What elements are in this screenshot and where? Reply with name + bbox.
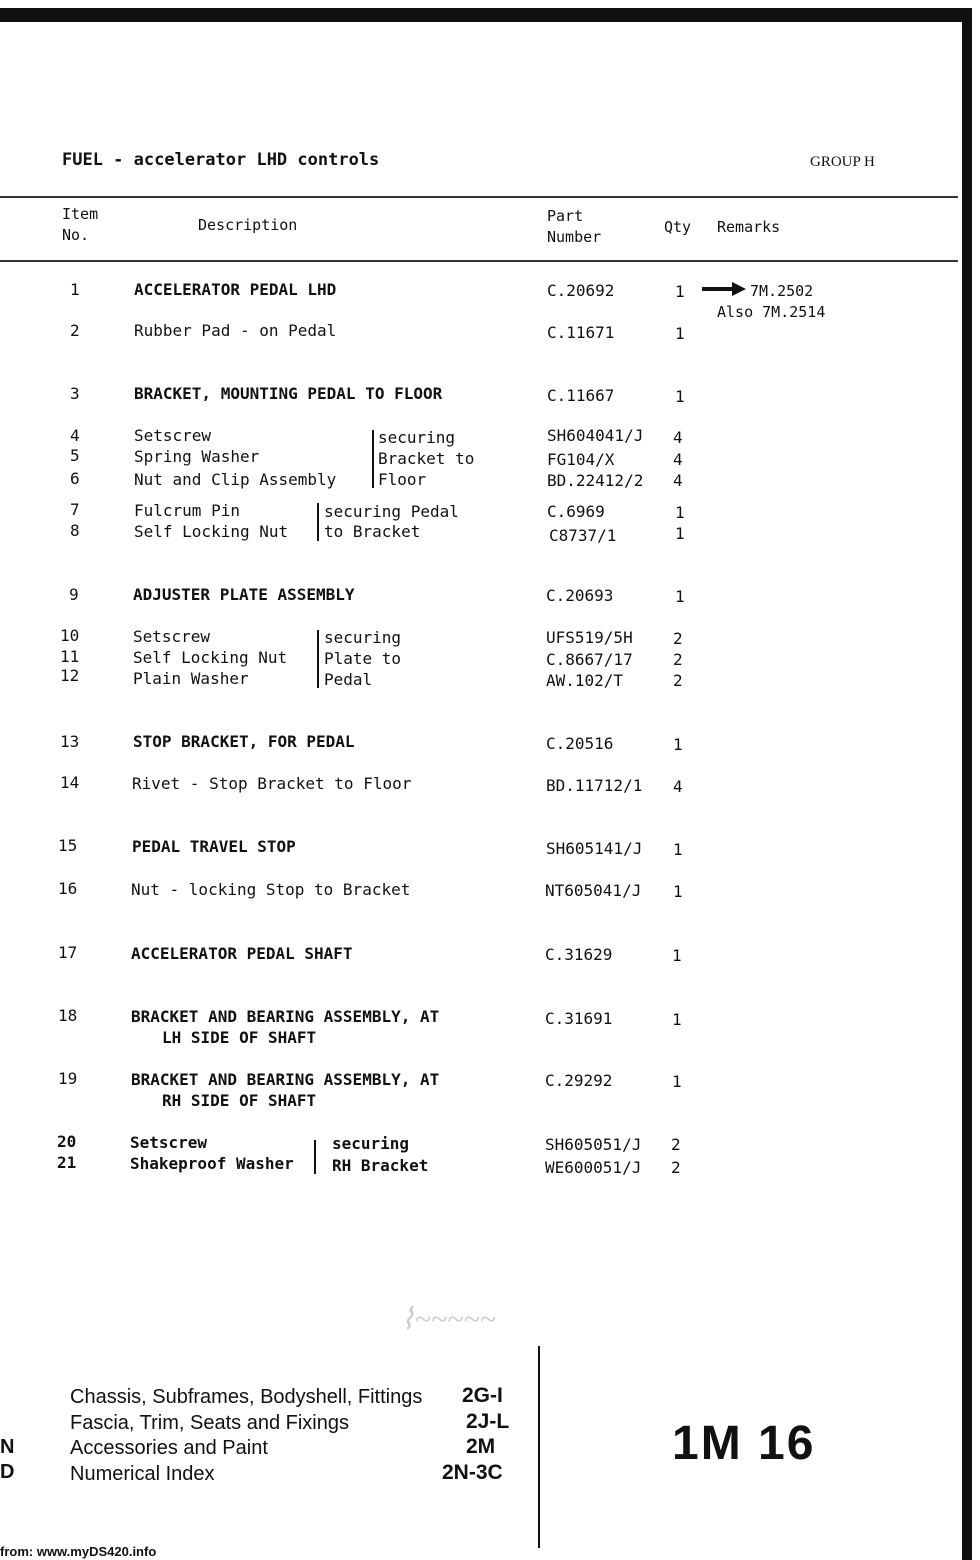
item-no: 7 — [70, 500, 80, 519]
source-credit: from: www.myDS420.info — [0, 1544, 157, 1559]
item-note: Plate to — [324, 649, 402, 668]
qty: 2 — [671, 1158, 681, 1177]
edge-letter: D — [0, 1461, 15, 1483]
page-code: 1M 16 — [672, 1417, 816, 1470]
part-number: BD.11712/1 — [546, 776, 643, 795]
qty: 1 — [675, 587, 685, 606]
qty: 1 — [672, 1010, 682, 1029]
footer-section-label: Numerical Index — [70, 1463, 215, 1485]
col-item-header: Item No. — [62, 205, 99, 244]
item-desc-cont: RH SIDE OF SHAFT — [162, 1091, 317, 1110]
item-no: 21 — [57, 1153, 77, 1172]
footer-section-code: 2J-L — [466, 1410, 510, 1433]
col-part-header: Part Number — [547, 207, 602, 246]
col-remarks-header: Remarks — [717, 218, 781, 236]
part-number: UFS519/5H — [546, 628, 633, 647]
item-no: 10 — [60, 626, 80, 645]
qty: 2 — [673, 629, 683, 648]
item-desc-cont: LH SIDE OF SHAFT — [162, 1028, 317, 1047]
edge-letter: N — [0, 1436, 15, 1458]
part-number: NT605041/J — [545, 881, 642, 900]
item-no: 12 — [60, 666, 80, 685]
item-no: 8 — [70, 521, 80, 540]
item-desc: Setscrew — [130, 1133, 208, 1152]
qty: 1 — [673, 882, 683, 901]
bracket-line — [372, 430, 374, 488]
item-desc: Setscrew — [133, 627, 211, 646]
item-note: securing — [324, 628, 402, 647]
item-no: 20 — [57, 1132, 77, 1151]
qty: 1 — [672, 1072, 682, 1091]
item-desc: ADJUSTER PLATE ASSEMBLY — [133, 585, 355, 604]
item-no: 17 — [58, 943, 78, 962]
qty: 2 — [673, 650, 683, 669]
item-note: Bracket to — [378, 449, 475, 468]
item-desc: Fulcrum Pin — [134, 501, 240, 520]
item-no: 1 — [70, 280, 80, 299]
item-desc: Spring Washer — [134, 447, 260, 466]
item-desc: PEDAL TRAVEL STOP — [132, 837, 296, 856]
item-note: securing Pedal — [324, 502, 459, 521]
footer-divider — [538, 1346, 540, 1548]
part-number: C.8667/17 — [546, 650, 633, 669]
item-desc: Nut and Clip Assembly — [134, 470, 337, 489]
item-no: 11 — [60, 647, 80, 666]
part-number: C.31691 — [545, 1009, 613, 1028]
item-no: 3 — [70, 384, 80, 403]
item-desc: ACCELERATOR PEDAL LHD — [134, 280, 337, 299]
part-number: C.31629 — [545, 945, 613, 964]
qty: 1 — [675, 387, 685, 406]
item-note: Pedal — [324, 670, 373, 689]
item-no: 4 — [70, 426, 80, 445]
item-desc: Nut - locking Stop to Bracket — [131, 880, 411, 899]
item-desc: BRACKET, MOUNTING PEDAL TO FLOOR — [134, 384, 443, 403]
top-border — [0, 8, 972, 22]
part-number: C.20516 — [546, 734, 614, 753]
bracket-line — [317, 630, 319, 688]
item-desc: ACCELERATOR PEDAL SHAFT — [131, 944, 353, 963]
item-note: to Bracket — [324, 522, 421, 541]
item-desc: Rubber Pad - on Pedal — [134, 321, 337, 340]
part-number: SH604041/J — [547, 426, 644, 445]
page-title: FUEL - accelerator LHD controls — [62, 150, 380, 170]
item-no: 9 — [69, 585, 79, 604]
part-number: SH605051/J — [545, 1135, 642, 1154]
item-no: 19 — [58, 1069, 78, 1088]
item-no: 18 — [58, 1006, 78, 1025]
qty: 4 — [673, 471, 683, 490]
arrow-right-icon — [702, 282, 748, 296]
item-note: RH Bracket — [332, 1156, 429, 1175]
remark: 7M.2502 — [750, 282, 814, 300]
part-number: C.29292 — [545, 1071, 613, 1090]
item-note: Floor — [378, 470, 427, 489]
part-number: C.11671 — [547, 323, 615, 342]
item-no: 13 — [60, 732, 80, 751]
qty: 2 — [671, 1135, 681, 1154]
item-desc: Self Locking Nut — [133, 648, 288, 667]
qty: 4 — [673, 450, 683, 469]
item-desc: Self Locking Nut — [134, 522, 289, 541]
part-number: AW.102/T — [546, 671, 624, 690]
item-no: 15 — [58, 836, 78, 855]
footer-section-label: Chassis, Subframes, Bodyshell, Fittings — [70, 1386, 423, 1408]
item-desc: Plain Washer — [133, 669, 249, 688]
part-number: C.6969 — [547, 502, 605, 521]
item-desc: STOP BRACKET, FOR PEDAL — [133, 732, 355, 751]
part-number: C.20693 — [546, 586, 614, 605]
part-number: BD.22412/2 — [547, 471, 644, 490]
item-no: 2 — [70, 321, 80, 340]
qty: 1 — [675, 524, 685, 543]
item-note: securing — [378, 428, 456, 447]
col-qty-header: Qty — [664, 218, 692, 236]
part-number: C.20692 — [547, 281, 615, 300]
part-number: C8737/1 — [549, 526, 617, 545]
footer-section-code: 2N-3C — [442, 1461, 503, 1484]
part-number: FG104/X — [547, 450, 615, 469]
remark-also: Also 7M.2514 — [717, 303, 826, 321]
qty: 1 — [672, 946, 682, 965]
header-rule-top — [0, 196, 958, 198]
right-border — [962, 8, 972, 1560]
item-desc: BRACKET AND BEARING ASSEMBLY, AT — [131, 1070, 440, 1089]
footer-section-label: Accessories and Paint — [70, 1437, 268, 1459]
bracket-line — [314, 1140, 316, 1174]
footer-section-label: Fascia, Trim, Seats and Fixings — [70, 1412, 349, 1434]
part-number: C.11667 — [547, 386, 615, 405]
col-description-header: Description — [198, 216, 298, 234]
qty: 1 — [675, 282, 685, 301]
footer-section-code: 2G-I — [462, 1384, 503, 1407]
qty: 1 — [673, 840, 683, 859]
qty: 4 — [673, 777, 683, 796]
item-desc: Setscrew — [134, 426, 212, 445]
item-note: securing — [332, 1134, 410, 1153]
item-desc: Rivet - Stop Bracket to Floor — [132, 774, 412, 793]
qty: 1 — [673, 735, 683, 754]
item-no: 14 — [60, 773, 80, 792]
qty: 2 — [673, 671, 683, 690]
bracket-line — [317, 503, 319, 541]
faint-stamp-mark: ⌇~~~~~ — [400, 1303, 496, 1336]
part-number: WE600051/J — [545, 1158, 642, 1177]
item-no: 6 — [70, 469, 80, 488]
part-number: SH605141/J — [546, 839, 643, 858]
qty: 1 — [675, 324, 685, 343]
item-desc: BRACKET AND BEARING ASSEMBLY, AT — [131, 1007, 440, 1026]
item-no: 16 — [58, 879, 78, 898]
qty: 1 — [675, 503, 685, 522]
group-label: GROUP H — [810, 154, 875, 170]
item-desc: Shakeproof Washer — [130, 1154, 294, 1173]
item-no: 5 — [70, 446, 80, 465]
qty: 4 — [673, 428, 683, 447]
footer-section-code: 2M — [466, 1435, 496, 1458]
header-rule-bottom — [0, 260, 958, 262]
